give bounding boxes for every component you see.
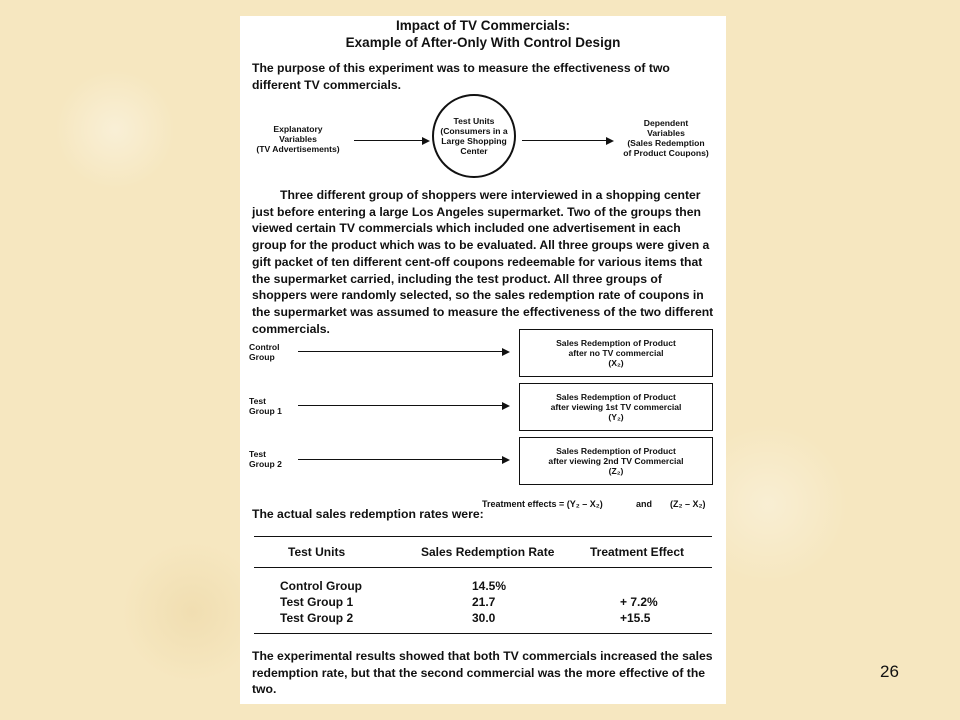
table-header-test-units: Test Units [288,545,346,559]
description-paragraph: Three different group of shoppers were interviewed in a shopping center just before entering a large Los Angeles supermarket. Two of the groups then viewed certain TV commercials which included one advertisement in each group for the product which was to be evaluated. All three groups were given a gift packet of ten different cent-off coupons redeemable for various items that the supermarket carried, including the test product. All three groups of shoppers were randomly selected, so the sales redemption rate of coupons in the supermarket was assumed to measure the effectiveness of the two different commercials. [252,188,714,336]
table-header-rate: Sales Redemption Rate [421,545,555,559]
table-effect-column: + 7.2% +15.5 [620,595,658,625]
document-page [240,16,726,704]
table-rate-column: 14.5% 21.7 30.0 [472,579,507,625]
table-header-effect: Treatment Effect [590,545,685,559]
title-line-1: Impact of TV Commercials: [395,18,571,33]
arrow-test-group-2 [298,459,508,460]
test-group-1-outcome-box: Sales Redemption of Product after viewing 1st TV commercial (Y₂) [519,383,713,431]
table-bottom-rule [254,633,712,634]
page-number: 26 [880,662,899,681]
arrow-to-test-units [354,140,428,141]
dependent-variables-label: Dependent Variables (Sales Redemption of Product Coupons) [623,118,709,158]
test-group-2-label: Test Group 2 [249,449,282,469]
title-line-2: Example of After-Only With Control Design [345,35,621,50]
test-group-2-outcome-box: Sales Redemption of Product after viewing 2nd TV Commercial (Z₂) [519,437,713,485]
table-row: Control Group Test Group 1 Test Group 2 [280,579,362,625]
test-units-circle: Test Units (Consumers in a Large Shopping Center [432,94,516,178]
actual-rates-intro: The actual sales redemption rates were: [252,507,484,521]
arrow-to-dependent-variables [522,140,612,141]
table-top-rule [254,536,712,537]
arrow-control-group [298,351,508,352]
control-outcome-box: Sales Redemption of Product after no TV commercial (X₂) [519,329,713,377]
conclusion-paragraph: The experimental results showed that both TV commercials increased the sales redemption rate, but that the second commercial was the more effective of the two. [252,649,713,697]
treatment-effects-second: (Z₂ – X₂) [670,499,706,509]
arrow-test-group-1 [298,405,508,406]
control-group-label: Control Group [249,342,280,362]
purpose-paragraph: The purpose of this experiment was to measure the effectiveness of two different TV commercials. [252,61,670,92]
treatment-effects-and: and [636,499,653,509]
treatment-effects-formula: Treatment effects = (Y₂ – X₂) [482,499,603,509]
test-group-1-label: Test Group 1 [249,396,282,416]
explanatory-variables-label: Explanatory Variables (TV Advertisements) [256,124,340,154]
table-header-rule [254,567,712,568]
